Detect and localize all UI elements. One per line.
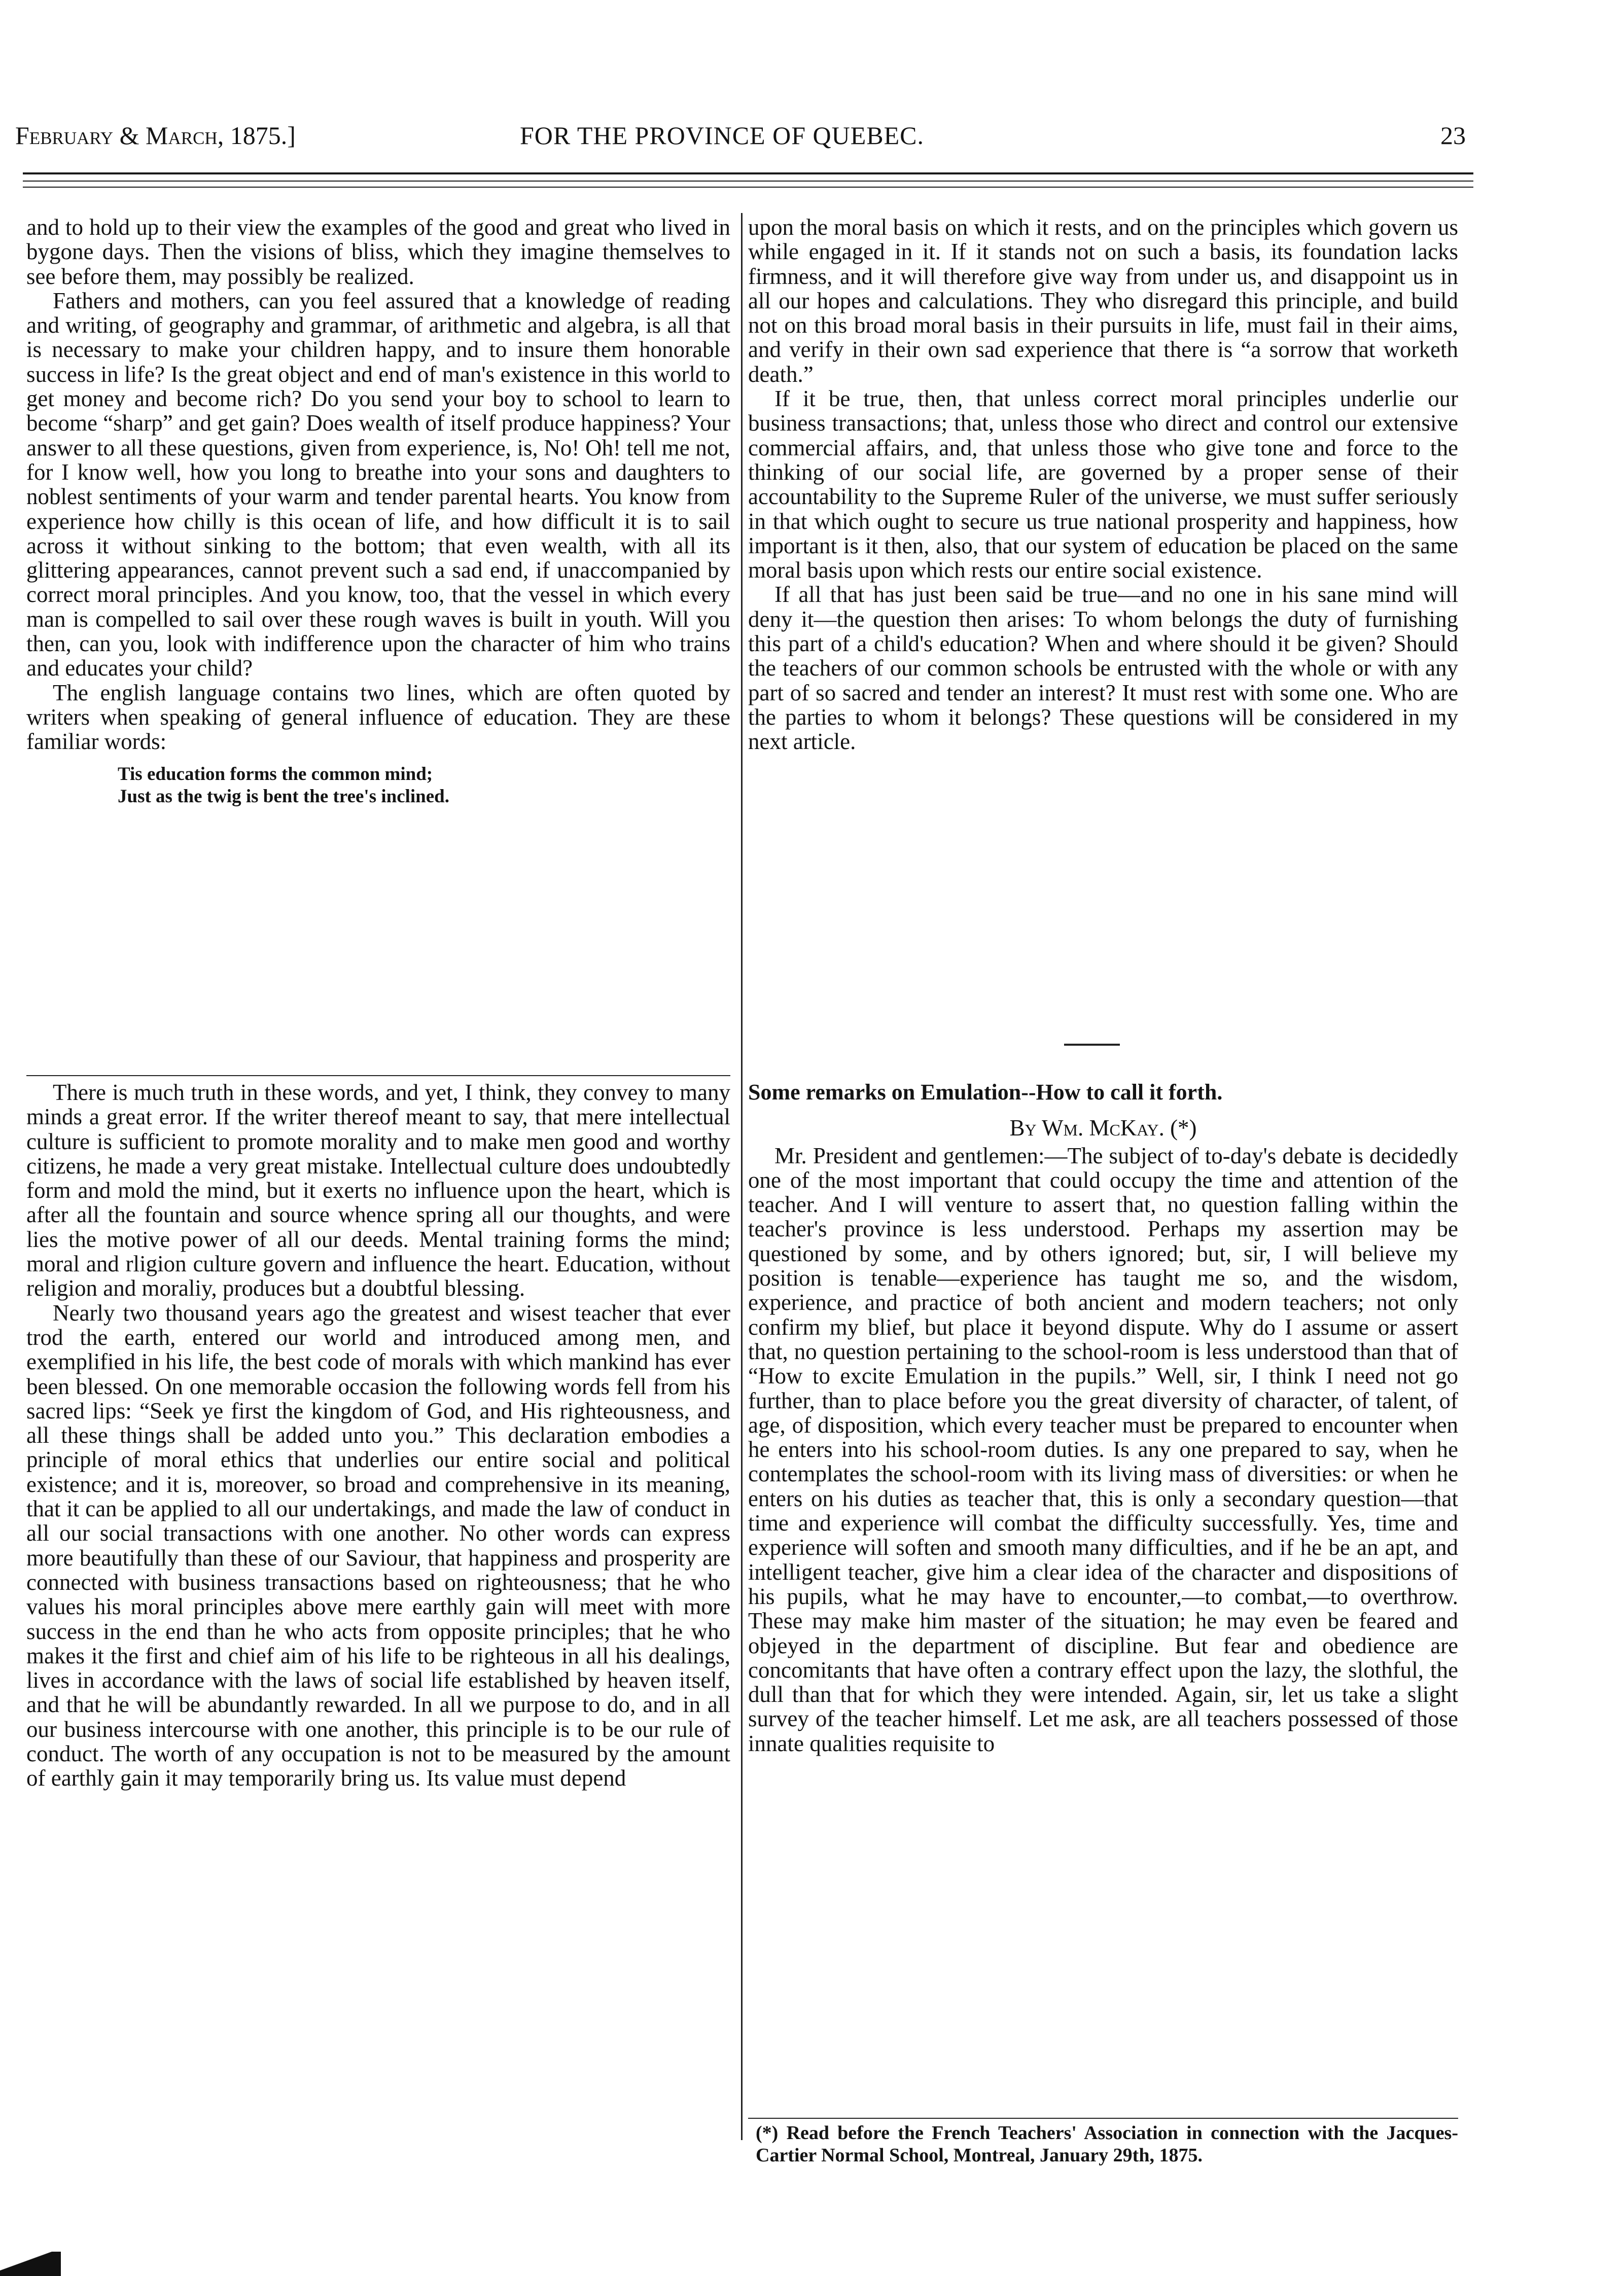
header-rule [23,187,1473,188]
section-rule [26,1075,730,1076]
left-column-top [26,215,730,808]
journal-title: FOR THE PROVINCE OF QUEBEC. [520,121,924,150]
paragraph: If all that has just been said be true—and no one in his sane mind will deny it—the question then arises: To whom belongs the duty of furnishing this part of a child's education? When and where should it be given? Should the teachers of our common schools be entrusted with the whole or with any part of so sacred and tender an interest? It must rest with some one. Who are the parties to whom it belongs? These questions will be considered in my next article. [748,582,1458,755]
header-rule [23,181,1473,182]
column-divider [741,213,743,2140]
right-column-top [748,215,1458,754]
footnote: (*) Read before the French Teachers' Association in connection with the Jacques-Cartier Normal School, Montreal, January 29th, 1875. [756,2122,1458,2166]
paragraph: Fathers and mothers, can you feel assured that a knowledge of reading and writing, of geography and grammar, of arithmetic and algebra, is all that is necessary to make your children happy, and to insure them honorable success in life? Is the great object and end of man's existence in this world to get money and become rich? Do you send your boy to school to learn to become “sharp” and get gain? Does wealth of itself produce happiness? Your answer to all these questions, given from experience, is, No! Oh! tell me not, for I know well, how you long to breathe into your sons and daughters to noblest sentiments of your warm and tender parental hearts. You know from experience how chilly is this ocean of life, and how difficult it is to sail across it without sinking to the bottom; that even wealth, with all its glittering appearances, cannot prevent such a sad end, if unaccompanied by correct moral principles. And you know, too, that the vessel in which every man is compelled to sail over these rough waves is built in youth. Will you then, can you, look with indifference upon the character of him who trains and educates your child? [26,288,730,681]
paragraph: The english language contains two lines, which are often quoted by writers when speaking of general influence of education. They are these familiar words: [26,680,730,755]
paragraph: If it be true, then, that unless correct moral principles underlie our business transactions; that, unless those who direct and control our extensive commercial affairs, and, that unless those who give tone and force to the thinking of our social life, are governed by a proper sense of their accountability to the Supreme Ruler of the universe, we must suffer seriously in that which ought to secure us true national prosperity and happiness, how important is it then, also, that our system of education be placed on the same moral basis upon which rests our entire social existence. [748,386,1458,583]
quotation-line: Tis education forms the common mind; [118,763,433,785]
article-title: Some remarks on Emulation--How to call it forth. [748,1080,1223,1105]
footnote-rule [748,2118,1458,2119]
quotation-line: Just as the twig is bent the tree's inclined. [118,786,450,807]
paragraph: There is much truth in these words, and yet, I think, they convey to many minds a great error. If the writer thereof meant to say, that mere intellectual culture is sufficient to promote morality and to make men good and worthy citizens, he made a very great mistake. Intellectual culture does undoubtedly form and mold the mind, but it exerts no influence upon the heart, which is after all the fountain and source whence spring all our thoughts, and were lies the motive power of all our deeds. Mental training forms the mind; moral and rligion culture govern and influence the heart. Education, without religion and moraliy, produces but a doubtful blessing. [26,1080,730,1301]
left-column-bottom [26,1080,730,1791]
quotation [118,763,730,808]
scan-corner-mark [0,2252,61,2276]
article-separator [1064,1044,1120,1046]
paragraph: Nearly two thousand years ago the greatest and wisest teacher that ever trod the earth, entered our world and introduced among men, and exemplified in his life, the best code of morals with which mankind has ever been blessed. On one memorable occasion the following words fell from his sacred lips: “Seek ye first the kingdom of God, and His righteousness, and all these things shall be added unto you.” This declaration embodies a principle of moral ethics that underlies our entire social and political existence; and it is, moreover, so broad and comprehensive in its meaning, that it can be applied to all our undertakings, and made the law of conduct in all our social transactions with one another. No other words can express more beautifully than these of our Saviour, that happiness and prosperity are connected with business transactions based on righteousness; that he who values his moral principles above mere earthly gain will meet with more success in the end than he who acts from opposite principles; that he who makes it the first and chief aim of his life to be righteous in all his dealings, lives in accordance with the laws of social life established by heaven itself, and that he will be abundantly rewarded. In all we purpose to do, and in all our business intercourse with one another, this principle is to be our rule of conduct. The worth of any occupation is not to be measured by the amount of earthly gain it may temporarily bring us. Its value must depend [26,1300,730,1791]
header-rule [23,172,1473,174]
page-number: 23 [1440,121,1466,150]
right-column-bottom [748,1080,1458,1756]
paragraph: and to hold up to their view the examples of the good and great who lived in bygone days. Then the visions of bliss, which they imagine themselves to see before them, may possibly be realized. [26,215,730,289]
paragraph: Mr. President and gentlemen:—The subject of to-day's debate is decidedly one of the most important that could occupy the time and attention of the teacher. And I will venture to assert that, no question falling within the teacher's province is less understood. Perhaps my assertion may be questioned by some, and by others ignored; but, sir, I will believe my position is tenable—experience has taught me so, and the wisdom, experience, and practice of both ancient and modern teachers; not only confirm my blief, but place it beyond dispute. Why do I assume or assert that, no question pertaining to the school-room is less understood than that of “How to excite Emulation in the pupils.” Well, sir, I think I need not go further, than to place before you the great diversity of character, of talent, of age, of disposition, which every teacher must be prepared to encounter when he enters into his school-room duties. Is any one prepared to say, when he contemplates the school-room with its living mass of diversities: or when he enters on his duties as teacher that, this is only a secondary question—that time and experience will combat the difficulty successfully. Yes, time and experience will soften and smooth many difficulties, and if he be an apt, and intelligent teacher, give him a clear idea of the character and dispositions of his pupils, what he may have to encounter,—to combat,—to overthrow. These may make him master of the situation; he may even be feared and objeyed in the department of discipline. But fear and obedience are concomitants that have often a contrary effect upon the lazy, the slothful, the dull than that for which they were intended. Again, sir, let us take a slight survey of the teacher himself. Let me ask, are all teachers possessed of those innate qualities requisite to [748,1143,1458,1756]
running-header [15,121,1476,161]
paragraph: upon the moral basis on which it rests, and on the principles which govern us while engaged in it. If it stands not on such a basis, its foundation lacks firmness, and it will therefore give way from under us, and disappoint us in all our hopes and calculations. They who disregard this principle, and build not on this broad moral basis in their pursuits in life, must fail in their aims, and verify in their own sad experience that there is “a sorrow that worketh death.” [748,215,1458,387]
byline: By Wm. McKay. (*) [1009,1115,1197,1141]
issue-date: February & March, 1875.] [15,121,296,150]
